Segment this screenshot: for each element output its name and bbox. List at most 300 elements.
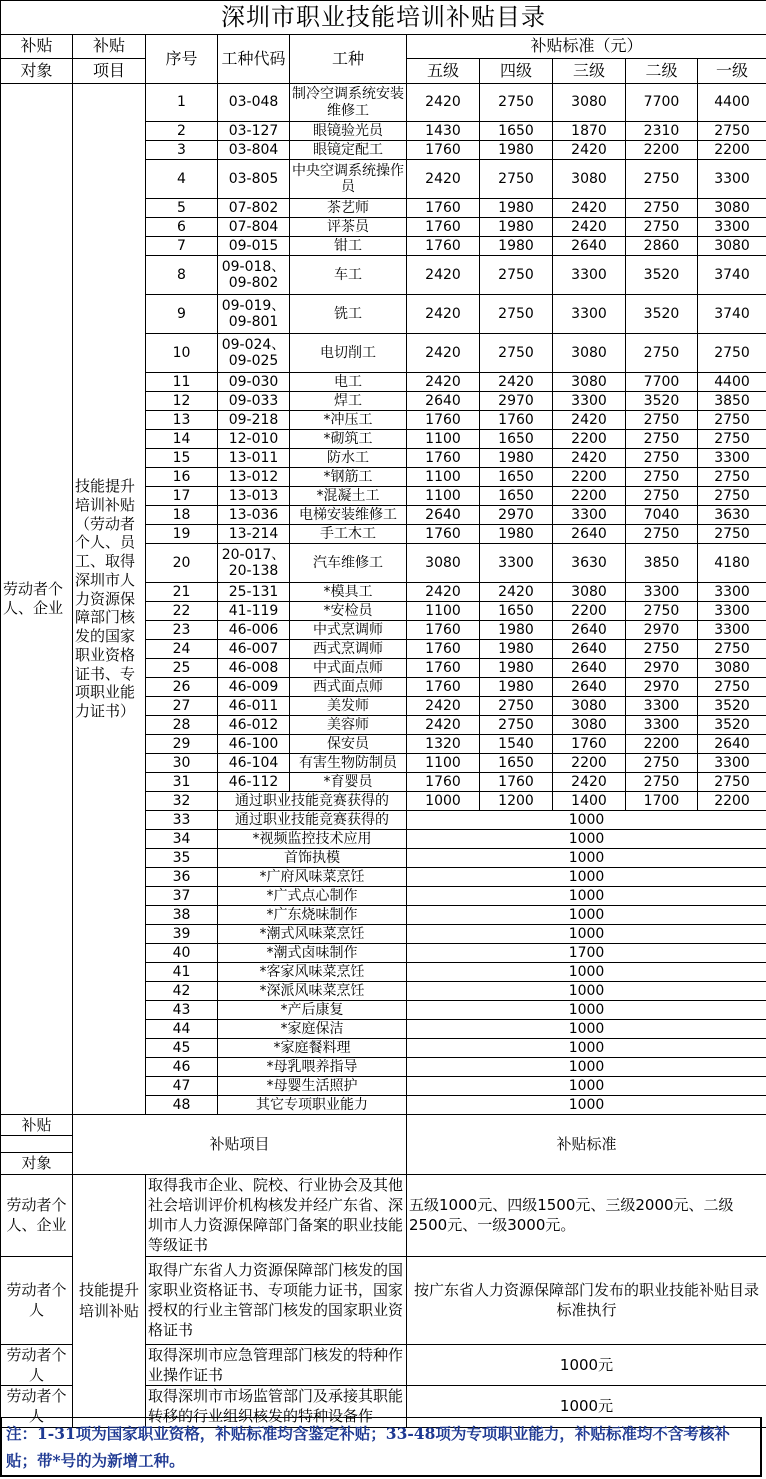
- code-cell: 46-011: [218, 697, 290, 716]
- value-cell: 2640: [553, 237, 626, 256]
- value-cell: 1980: [480, 659, 553, 678]
- code-cell: 25-131: [218, 583, 290, 602]
- job-cell: *潮式卤味制作: [218, 944, 407, 963]
- value-cell: 1760: [553, 735, 626, 754]
- value-cell: 2420: [553, 199, 626, 218]
- value-cell: 4180: [698, 544, 766, 583]
- seq-cell: 42: [146, 982, 218, 1001]
- seq-cell: 28: [146, 716, 218, 735]
- code-cell: 46-104: [218, 754, 290, 773]
- value-cell: 3080: [698, 199, 766, 218]
- job-cell: 西式烹调师: [290, 640, 407, 659]
- value-cell: 3080: [553, 373, 626, 392]
- value-cell: 2970: [480, 392, 553, 411]
- value-cell: 2420: [407, 716, 480, 735]
- value-cell: 2750: [626, 160, 698, 199]
- value-cell: 2640: [407, 392, 480, 411]
- value-cell: 3850: [698, 392, 766, 411]
- sec2-std: 1000元: [407, 1386, 766, 1428]
- value-cell: 2200: [553, 487, 626, 506]
- value-cell: 3300: [698, 602, 766, 621]
- value-cell: 1000: [407, 963, 766, 982]
- value-cell: 2970: [480, 506, 553, 525]
- value-cell: 1100: [407, 602, 480, 621]
- sec2-desc: 取得深圳市市场监管部门及承接其职能转移的行业组织核发的特种设备作: [146, 1386, 407, 1428]
- seq-cell: 24: [146, 640, 218, 659]
- value-cell: 2750: [626, 640, 698, 659]
- value-cell: 3080: [553, 160, 626, 199]
- value-cell: 2200: [626, 735, 698, 754]
- value-cell: 2420: [553, 141, 626, 160]
- value-cell: 1760: [407, 773, 480, 792]
- value-cell: 1980: [480, 199, 553, 218]
- value-cell: 2200: [553, 430, 626, 449]
- seq-cell: 27: [146, 697, 218, 716]
- seq-cell: 15: [146, 449, 218, 468]
- value-cell: 4400: [698, 373, 766, 392]
- value-cell: 2200: [553, 468, 626, 487]
- code-cell: 46-009: [218, 678, 290, 697]
- seq-cell: 3: [146, 141, 218, 160]
- value-cell: 2420: [407, 697, 480, 716]
- value-cell: 2750: [626, 754, 698, 773]
- seq-cell: 19: [146, 525, 218, 544]
- footnote: 注：1-31项为国家职业资格，补贴标准均含鉴定补贴；33-48项为专项职业能力，补贴标准均不含考核补贴；带*号的为新增工种。: [0, 1417, 762, 1477]
- code-cell: 03-048: [218, 84, 290, 122]
- value-cell: 1100: [407, 430, 480, 449]
- value-cell: 1980: [480, 678, 553, 697]
- seq-cell: 32: [146, 792, 218, 811]
- value-cell: 3520: [698, 697, 766, 716]
- value-cell: 1100: [407, 754, 480, 773]
- job-cell: *模具工: [290, 583, 407, 602]
- seq-cell: 2: [146, 122, 218, 141]
- value-cell: 3300: [553, 506, 626, 525]
- value-cell: 3740: [698, 256, 766, 295]
- value-cell: 2420: [480, 583, 553, 602]
- code-cell: 13-013: [218, 487, 290, 506]
- value-cell: 2750: [480, 84, 553, 122]
- code-cell: 09-033: [218, 392, 290, 411]
- code-cell: 12-010: [218, 430, 290, 449]
- job-cell: 电切削工: [290, 334, 407, 373]
- code-cell: 46-112: [218, 773, 290, 792]
- job-cell: 焊工: [290, 392, 407, 411]
- job-cell: *混凝土工: [290, 487, 407, 506]
- code-cell: 03-805: [218, 160, 290, 199]
- value-cell: 2750: [626, 773, 698, 792]
- value-cell: 2860: [626, 237, 698, 256]
- value-cell: 2750: [480, 334, 553, 373]
- seq-cell: 5: [146, 199, 218, 218]
- value-cell: 1980: [480, 237, 553, 256]
- header-item: 项目: [73, 59, 146, 84]
- value-cell: 2420: [553, 449, 626, 468]
- code-cell: 46-007: [218, 640, 290, 659]
- seq-cell: 25: [146, 659, 218, 678]
- value-cell: 1000: [407, 811, 766, 830]
- seq-cell: 13: [146, 411, 218, 430]
- job-cell: 通过职业技能竞赛获得的: [218, 811, 407, 830]
- value-cell: 3080: [553, 334, 626, 373]
- seq-cell: 4: [146, 160, 218, 199]
- value-cell: 1100: [407, 468, 480, 487]
- value-cell: 2750: [698, 334, 766, 373]
- value-cell: 1760: [407, 678, 480, 697]
- seq-cell: 17: [146, 487, 218, 506]
- seq-cell: 18: [146, 506, 218, 525]
- value-cell: 1760: [407, 621, 480, 640]
- seq-cell: 8: [146, 256, 218, 295]
- seq-cell: 21: [146, 583, 218, 602]
- value-cell: 2750: [698, 468, 766, 487]
- value-cell: 3630: [698, 506, 766, 525]
- seq-cell: 46: [146, 1058, 218, 1077]
- value-cell: 7700: [626, 373, 698, 392]
- sec2-std: 五级1000元、四级1500元、三级2000元、二级2500元、一级3000元。: [407, 1174, 766, 1256]
- value-cell: 1760: [407, 218, 480, 237]
- job-cell: 茶艺师: [290, 199, 407, 218]
- job-cell: *深派风味菜烹饪: [218, 982, 407, 1001]
- job-cell: 西式面点师: [290, 678, 407, 697]
- seq-cell: 22: [146, 602, 218, 621]
- value-cell: 2750: [626, 602, 698, 621]
- code-cell: 46-006: [218, 621, 290, 640]
- sec2-header-spacer: [1, 1136, 73, 1153]
- code-cell: 13-214: [218, 525, 290, 544]
- job-cell: *家庭餐料理: [218, 1039, 407, 1058]
- section1-item: 技能提升培训补贴（劳动者个人、员工、取得深圳市人力资源保障部门核发的国家职业资格证书、专项职业能力证书）: [73, 84, 146, 1115]
- value-cell: 1000: [407, 868, 766, 887]
- job-cell: *砌筑工: [290, 430, 407, 449]
- seq-cell: 40: [146, 944, 218, 963]
- seq-cell: 12: [146, 392, 218, 411]
- value-cell: 1760: [480, 773, 553, 792]
- code-cell: 09-030: [218, 373, 290, 392]
- value-cell: 3300: [553, 392, 626, 411]
- sec2-target: 劳动者个人: [1, 1344, 73, 1386]
- value-cell: 1760: [407, 640, 480, 659]
- job-cell: *安检员: [290, 602, 407, 621]
- value-cell: 2420: [553, 411, 626, 430]
- seq-cell: 33: [146, 811, 218, 830]
- value-cell: 1980: [480, 218, 553, 237]
- value-cell: 3080: [407, 544, 480, 583]
- value-cell: 1000: [407, 1096, 766, 1115]
- value-cell: 1980: [480, 449, 553, 468]
- sec2-header-item: 补贴项目: [73, 1115, 407, 1175]
- value-cell: 2200: [626, 141, 698, 160]
- value-cell: 1000: [407, 830, 766, 849]
- value-cell: 2750: [626, 487, 698, 506]
- header-level-5: 五级: [407, 59, 480, 84]
- value-cell: 3300: [698, 754, 766, 773]
- value-cell: 1760: [407, 141, 480, 160]
- job-cell: 钳工: [290, 237, 407, 256]
- value-cell: 2750: [480, 256, 553, 295]
- value-cell: 1000: [407, 925, 766, 944]
- sec2-std: 按广东省人力资源保障部门发布的职业技能补贴目录标准执行: [407, 1256, 766, 1344]
- value-cell: 1000: [407, 1058, 766, 1077]
- value-cell: 1760: [480, 411, 553, 430]
- code-cell: 09-018、09-802: [218, 256, 290, 295]
- value-cell: 2750: [698, 640, 766, 659]
- code-cell: 13-011: [218, 449, 290, 468]
- value-cell: 2640: [407, 506, 480, 525]
- value-cell: 2640: [553, 525, 626, 544]
- value-cell: 2750: [626, 449, 698, 468]
- seq-cell: 35: [146, 849, 218, 868]
- value-cell: 1650: [480, 487, 553, 506]
- value-cell: 2970: [626, 659, 698, 678]
- code-cell: 46-008: [218, 659, 290, 678]
- value-cell: 3300: [626, 697, 698, 716]
- value-cell: 3300: [698, 218, 766, 237]
- value-cell: 2750: [698, 122, 766, 141]
- job-cell: *广式点心制作: [218, 887, 407, 906]
- value-cell: 2750: [480, 295, 553, 334]
- code-cell: 46-100: [218, 735, 290, 754]
- value-cell: 3300: [480, 544, 553, 583]
- code-cell: 46-012: [218, 716, 290, 735]
- value-cell: 1000: [407, 1039, 766, 1058]
- value-cell: 3300: [553, 295, 626, 334]
- seq-cell: 38: [146, 906, 218, 925]
- value-cell: 1760: [407, 659, 480, 678]
- sec2-target: 劳动者个人: [1, 1386, 73, 1428]
- section1-target: 劳动者个人、企业: [1, 84, 73, 1115]
- value-cell: 2200: [698, 792, 766, 811]
- header-level-1: 一级: [698, 59, 766, 84]
- value-cell: 2420: [407, 583, 480, 602]
- code-cell: 09-218: [218, 411, 290, 430]
- value-cell: 2750: [626, 430, 698, 449]
- job-cell: 铣工: [290, 295, 407, 334]
- value-cell: 1320: [407, 735, 480, 754]
- sec2-desc: 取得广东省人力资源保障部门核发的国家职业资格证书、专项能力证书，国家授权的行业主管部门核发的国家职业资格证书: [146, 1256, 407, 1344]
- value-cell: 2750: [626, 199, 698, 218]
- sec2-header-standard: 补贴标准: [407, 1115, 766, 1175]
- value-cell: 3520: [698, 716, 766, 735]
- value-cell: 2750: [626, 411, 698, 430]
- job-cell: 美容师: [290, 716, 407, 735]
- value-cell: 1000: [407, 1001, 766, 1020]
- sec2-desc: 取得我市企业、院校、行业协会及其他社会培训评价机构核发并经广东省、深圳市人力资源保障部门备案的职业技能等级证书: [146, 1174, 407, 1256]
- header-standard: 补贴标准（元）: [407, 35, 766, 59]
- sec2-desc: 取得深圳市应急管理部门核发的特种作业操作证书: [146, 1344, 407, 1386]
- value-cell: 2750: [698, 487, 766, 506]
- value-cell: 1980: [480, 640, 553, 659]
- job-cell: 车工: [290, 256, 407, 295]
- value-cell: 2750: [626, 468, 698, 487]
- value-cell: 1200: [480, 792, 553, 811]
- seq-cell: 30: [146, 754, 218, 773]
- value-cell: 1000: [407, 1077, 766, 1096]
- value-cell: 2750: [626, 334, 698, 373]
- sec2-header-subsidy: 补贴: [1, 1115, 73, 1136]
- seq-cell: 29: [146, 735, 218, 754]
- value-cell: 2420: [407, 84, 480, 122]
- value-cell: 7700: [626, 84, 698, 122]
- value-cell: 2420: [407, 334, 480, 373]
- job-cell: 电工: [290, 373, 407, 392]
- job-cell: *家庭保洁: [218, 1020, 407, 1039]
- value-cell: 2640: [553, 640, 626, 659]
- subsidy-table-secondary: [0, 1114, 766, 1428]
- seq-cell: 39: [146, 925, 218, 944]
- value-cell: 1760: [407, 449, 480, 468]
- value-cell: 2750: [698, 430, 766, 449]
- value-cell: 2970: [626, 621, 698, 640]
- job-cell: 美发师: [290, 697, 407, 716]
- value-cell: 2420: [407, 256, 480, 295]
- value-cell: 2640: [553, 621, 626, 640]
- header-subsidy-2: 补贴: [73, 35, 146, 59]
- job-cell: *母婴生活照护: [218, 1077, 407, 1096]
- value-cell: 2420: [480, 373, 553, 392]
- header-seq: 序号: [146, 35, 218, 84]
- value-cell: 1000: [407, 1020, 766, 1039]
- value-cell: 2640: [553, 659, 626, 678]
- seq-cell: 10: [146, 334, 218, 373]
- value-cell: 2420: [407, 373, 480, 392]
- seq-cell: 16: [146, 468, 218, 487]
- header-level-2: 二级: [626, 59, 698, 84]
- seq-cell: 36: [146, 868, 218, 887]
- job-cell: 其它专项职业能力: [218, 1096, 407, 1115]
- value-cell: 7040: [626, 506, 698, 525]
- seq-cell: 1: [146, 84, 218, 122]
- value-cell: 3630: [553, 544, 626, 583]
- job-cell: 防水工: [290, 449, 407, 468]
- value-cell: 2750: [698, 411, 766, 430]
- seq-cell: 43: [146, 1001, 218, 1020]
- page-title: 深圳市职业技能培训补贴目录: [1, 1, 766, 35]
- value-cell: 3520: [626, 295, 698, 334]
- job-cell: *广府风味菜烹饪: [218, 868, 407, 887]
- value-cell: 3520: [626, 392, 698, 411]
- value-cell: 1980: [480, 141, 553, 160]
- value-cell: 2750: [480, 160, 553, 199]
- job-cell: 保安员: [290, 735, 407, 754]
- value-cell: 2420: [407, 295, 480, 334]
- value-cell: 1540: [480, 735, 553, 754]
- job-cell: 首饰执模: [218, 849, 407, 868]
- value-cell: 2200: [698, 141, 766, 160]
- code-cell: 13-012: [218, 468, 290, 487]
- job-cell: 电梯安装维修工: [290, 506, 407, 525]
- value-cell: 3080: [698, 659, 766, 678]
- value-cell: 1650: [480, 754, 553, 773]
- seq-cell: 37: [146, 887, 218, 906]
- seq-cell: 34: [146, 830, 218, 849]
- header-job: 工种: [290, 35, 407, 84]
- header-target: 对象: [1, 59, 73, 84]
- value-cell: 3300: [698, 160, 766, 199]
- job-cell: 通过职业技能竞赛获得的: [218, 792, 407, 811]
- job-cell: 评茶员: [290, 218, 407, 237]
- value-cell: 1000: [407, 906, 766, 925]
- code-cell: 09-015: [218, 237, 290, 256]
- job-cell: 制冷空调系统安装维修工: [290, 84, 407, 122]
- value-cell: 1700: [626, 792, 698, 811]
- code-cell: 03-804: [218, 141, 290, 160]
- job-cell: *广东烧味制作: [218, 906, 407, 925]
- value-cell: 1650: [480, 122, 553, 141]
- code-cell: 13-036: [218, 506, 290, 525]
- value-cell: 3300: [698, 449, 766, 468]
- value-cell: 2640: [698, 735, 766, 754]
- value-cell: 4400: [698, 84, 766, 122]
- value-cell: 1760: [407, 237, 480, 256]
- value-cell: 2750: [698, 678, 766, 697]
- value-cell: 3300: [626, 716, 698, 735]
- value-cell: 3300: [553, 256, 626, 295]
- job-cell: 手工木工: [290, 525, 407, 544]
- value-cell: 3300: [698, 621, 766, 640]
- value-cell: 3080: [553, 697, 626, 716]
- seq-cell: 45: [146, 1039, 218, 1058]
- job-cell: 中式面点师: [290, 659, 407, 678]
- header-level-3: 三级: [553, 59, 626, 84]
- value-cell: 3080: [553, 84, 626, 122]
- header-level-4: 四级: [480, 59, 553, 84]
- value-cell: 1100: [407, 487, 480, 506]
- seq-cell: 20: [146, 544, 218, 583]
- value-cell: 2420: [407, 160, 480, 199]
- value-cell: 2750: [698, 773, 766, 792]
- job-cell: 中央空调系统操作员: [290, 160, 407, 199]
- value-cell: 1000: [407, 982, 766, 1001]
- sec2-target: 劳动者个人: [1, 1256, 73, 1344]
- header-code: 工种代码: [218, 35, 290, 84]
- value-cell: 1980: [480, 621, 553, 640]
- value-cell: 1760: [407, 411, 480, 430]
- value-cell: 1000: [407, 887, 766, 906]
- value-cell: 3300: [698, 583, 766, 602]
- sec2-item-label: 技能提升培训补贴: [73, 1174, 146, 1427]
- code-cell: 09-024、09-025: [218, 334, 290, 373]
- seq-cell: 7: [146, 237, 218, 256]
- job-cell: *视频监控技术应用: [218, 830, 407, 849]
- value-cell: 1870: [553, 122, 626, 141]
- job-cell: 有害生物防制员: [290, 754, 407, 773]
- seq-cell: 11: [146, 373, 218, 392]
- seq-cell: 31: [146, 773, 218, 792]
- value-cell: 2750: [626, 525, 698, 544]
- seq-cell: 47: [146, 1077, 218, 1096]
- job-cell: 眼镜定配工: [290, 141, 407, 160]
- value-cell: 3520: [626, 256, 698, 295]
- code-cell: 41-119: [218, 602, 290, 621]
- code-cell: 07-802: [218, 199, 290, 218]
- sec2-header-target: 对象: [1, 1153, 73, 1174]
- seq-cell: 48: [146, 1096, 218, 1115]
- sec2-target: 劳动者个人、企业: [1, 1174, 73, 1256]
- job-cell: 眼镜验光员: [290, 122, 407, 141]
- job-cell: *育婴员: [290, 773, 407, 792]
- value-cell: 3740: [698, 295, 766, 334]
- job-cell: 汽车维修工: [290, 544, 407, 583]
- value-cell: 1650: [480, 468, 553, 487]
- job-cell: 中式烹调师: [290, 621, 407, 640]
- value-cell: 2640: [553, 678, 626, 697]
- sec2-std: 1000元: [407, 1344, 766, 1386]
- seq-cell: 26: [146, 678, 218, 697]
- header-subsidy: 补贴: [1, 35, 73, 59]
- value-cell: 2750: [698, 525, 766, 544]
- job-cell: *潮式风味菜烹饪: [218, 925, 407, 944]
